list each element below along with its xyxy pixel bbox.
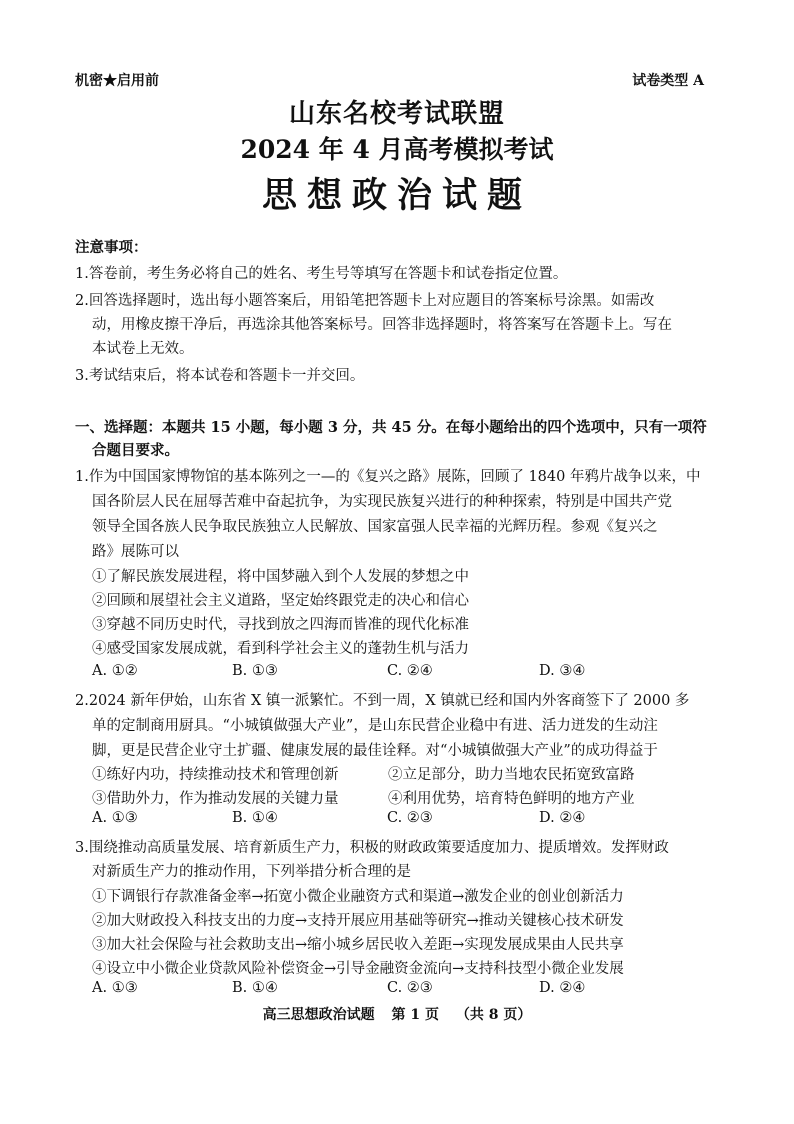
question-3-item: ①下调银行存款准备金率→拓宽小微企业融资方式和渠道→激发企业的创业创新活力: [92, 889, 624, 905]
question-3-option-a: A. ①③: [92, 980, 138, 996]
question-2-item: ①练好内功，持续推动技术和管理创新: [92, 767, 339, 783]
subject-title: 思想政治试题: [261, 175, 532, 216]
question-2-stem: 脚，更是民营企业守土扩疆、健康发展的最佳诠释。对“小城镇做强大产业”的成功得益于: [92, 743, 658, 759]
notice-item: 2.回答选择题时，选出每小题答案后，用铅笔把答题卡上对应题目的答案标号涂黑。如需改: [75, 293, 655, 309]
exam-org-title: 山东名校考试联盟: [288, 99, 505, 129]
question-3-stem: 对新质生产力的推动作用，下列举措分析合理的是: [92, 864, 411, 880]
question-2-item: ③借助外力，作为推动发展的关键力量: [92, 791, 339, 807]
question-1-stem: 路》展陈可以: [92, 544, 179, 560]
question-1-option-a: A. ①②: [92, 663, 138, 679]
question-2-item: ④利用优势，培育特色鲜明的地方产业: [388, 791, 635, 807]
question-1-option-c: C. ②④: [387, 663, 433, 679]
question-1-item: ④感受国家发展成就，看到科学社会主义的蓬勃生机与活力: [92, 641, 469, 657]
question-2-stem: 单的定制商用厨具。“小城镇做强大产业”，是山东民营企业稳中有进、活力迸发的生动注: [92, 718, 658, 734]
question-3-item: ②加大财政投入科技支出的力度→支持开展应用基础等研究→推动关键核心技术研发: [92, 913, 624, 929]
paper-type-label: 试卷类型 A: [632, 73, 704, 89]
notice-item: 3.考试结束后，将本试卷和答题卡一并交回。: [75, 368, 365, 384]
question-3-option-c: C. ②③: [387, 980, 433, 996]
question-2-option-c: C. ②③: [387, 810, 433, 826]
question-3-option-b: B. ①④: [232, 980, 278, 996]
question-2-option-a: A. ①③: [92, 810, 138, 826]
question-1-item: ③穿越不同历史时代，寻找到放之四海而皆准的现代化标准: [92, 617, 469, 633]
question-1-stem: 国各阶层人民在屈辱苦难中奋起抗争，为实现民族复兴进行的种种探索，特别是中国共产党: [92, 494, 672, 510]
question-3-option-d: D. ②④: [539, 980, 586, 996]
question-1-item: ①了解民族发展进程，将中国梦融入到个人发展的梦想之中: [92, 569, 469, 585]
notice-title: 注意事项：: [75, 239, 148, 256]
question-2-stem: 2.2024 新年伊始，山东省 X 镇一派繁忙。不到一周，X 镇就已经和国内外客商签下了 2000 多: [75, 693, 690, 709]
page-footer: [0, 1004, 794, 1024]
question-1-option-d: D. ③④: [539, 663, 586, 679]
question-1-item: ②回顾和展望社会主义道路，坚定始终跟党走的决心和信心: [92, 593, 469, 609]
question-2-option-d: D. ②④: [539, 810, 586, 826]
notice-item: 动，用橡皮擦干净后，再选涂其他答案标号。回答非选择题时，将答案写在答题卡上。写在: [92, 317, 672, 333]
notice-item: 1.答卷前，考生务必将自己的姓名、考生号等填写在答题卡和试卷指定位置。: [75, 266, 568, 282]
question-3-stem: 3.围绕推动高质量发展、培育新质生产力，积极的财政政策要适度加力、提质增效。发挥财政: [75, 840, 669, 856]
exam-date-title: 2024 年 4 月高考模拟考试: [240, 135, 554, 164]
section-heading-cont: 合题目要求。: [92, 442, 179, 459]
question-2-option-b: B. ①④: [232, 810, 278, 826]
notice-item: 本试卷上无效。: [92, 341, 194, 357]
footer-paper-name: 高三思想政治试题: [262, 1007, 375, 1023]
question-3-item: ③加大社会保险与社会救助支出→缩小城乡居民收入差距→实现发展成果由人民共享: [92, 937, 624, 953]
footer-page-number: 第 1 页: [391, 1007, 439, 1023]
footer-total-pages: （共 8 页）: [455, 1007, 532, 1023]
confidential-label: 机密★启用前: [75, 73, 159, 89]
question-1-stem: 领导全国各族人民争取民族独立人民解放、国家富强人民幸福的光辉历程。参观《复兴之: [92, 519, 658, 535]
question-1-option-b: B. ①③: [232, 663, 278, 679]
section-heading: 一、选择题：本题共 15 小题，每小题 3 分，共 45 分。在每小题给出的四个选项中，只有一项符: [75, 419, 707, 436]
question-3-item: ④设立中小微企业贷款风险补偿资金→引导金融资金流向→支持科技型小微企业发展: [92, 961, 624, 977]
question-1-stem: 1.作为中国国家博物馆的基本陈列之一—的《复兴之路》展陈，回顾了 1840 年鸦片战争以来，中: [75, 469, 701, 485]
question-2-item: ②立足部分，助力当地农民拓宽致富路: [388, 767, 635, 783]
